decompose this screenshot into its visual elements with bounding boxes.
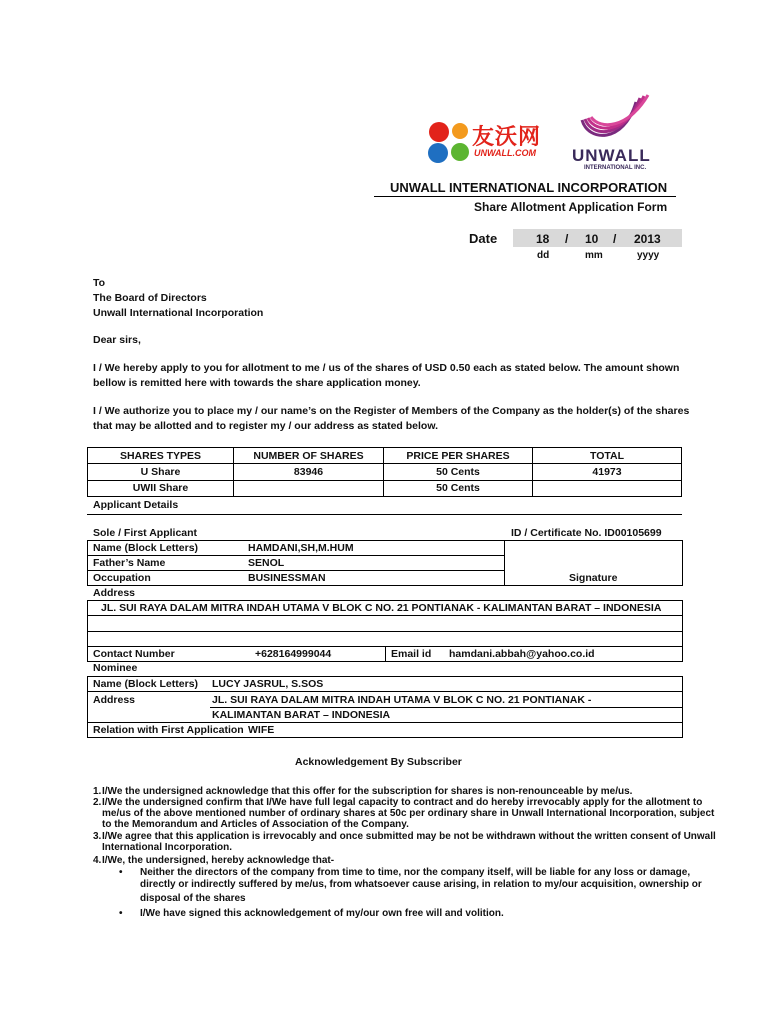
shares-row-2-number[interactable]	[234, 482, 383, 494]
salutation: Dear sirs,	[93, 334, 141, 346]
ack-item-2-num: 2.	[93, 797, 102, 808]
nominee-rule-1	[87, 691, 683, 692]
nominee-rule-3	[87, 722, 683, 723]
date-mm-caption: mm	[585, 250, 603, 261]
shares-header-price: PRICE PER SHARES	[406, 450, 510, 462]
applicant-details-rule	[87, 514, 682, 515]
ack-item-2-line-3: to the Memorandum and Articles of Association of the Company.	[102, 819, 409, 830]
ack-bullet-1-line-3: disposal of the shares	[140, 893, 246, 904]
nominee-address-value-2[interactable]: KALIMANTAN BARAT – INDONESIA	[212, 709, 391, 721]
date-year[interactable]: 2013	[634, 232, 661, 246]
shares-header-number: NUMBER OF SHARES	[253, 450, 364, 462]
address-rule-1	[87, 615, 683, 616]
nominee-address-label: Address	[93, 694, 136, 706]
father-name-label: Father’s Name	[93, 557, 166, 569]
unwall-logo-name: UNWALL	[572, 146, 651, 165]
date-sep-2: /	[613, 232, 617, 246]
nominee-label: Nominee	[93, 662, 138, 674]
applicant-rule-1	[87, 555, 505, 556]
paragraph-1-line-2: bellow is remitted here with towards the share application money.	[93, 377, 421, 389]
ack-item-2-line-1: I/We the undersigned confirm that I/We have full legal capacity to contract and do hereby irrevocably apply for the allotment to	[102, 797, 703, 808]
shares-table-rule-1	[87, 463, 682, 464]
ack-item-1: I/We the undersigned acknowledge that this offer for the subscription for shares is non-renounceable by me/us.	[102, 786, 633, 797]
ack-item-4-num: 4.	[93, 855, 102, 866]
shares-header-type: SHARES TYPES	[119, 450, 202, 462]
ack-bullet-1-dot: •	[119, 867, 123, 878]
ack-item-2-line-2: me/us of the above mentioned number of ordinary shares at 50c per ordinary share in Unwall International Incorporation, subject	[102, 808, 715, 819]
shares-row-2-total[interactable]	[533, 482, 681, 494]
youwo-dot-orange	[452, 123, 468, 139]
unwall-swoosh-icon	[574, 92, 664, 147]
to-line: To	[93, 277, 106, 289]
address-value[interactable]: JL. SUI RAYA DALAM MITRA INDAH UTAMA V BLOK C NO. 21 PONTIANAK - KALIMANTAN BARAT – INDONESIA	[101, 602, 662, 614]
date-day[interactable]: 18	[536, 232, 550, 246]
shares-table-rule-2	[87, 480, 682, 481]
relation-value[interactable]: WIFE	[248, 724, 275, 736]
ack-bullet-1-line-1: Neither the directors of the company from time to time, nor the company itself, will be liable for any loss or damage,	[140, 867, 691, 878]
youwo-dot-blue	[428, 143, 448, 163]
ack-bullet-2: I/We have signed this acknowledgement of my/our own free will and volition.	[140, 908, 504, 919]
applicant-details-label: Applicant Details	[93, 499, 179, 511]
date-dd-caption: dd	[537, 250, 550, 261]
ack-item-1-num: 1.	[93, 786, 102, 797]
applicant-name-label: Name (Block Letters)	[93, 542, 199, 554]
sole-applicant-label: Sole / First Applicant	[93, 527, 198, 539]
ack-bullet-1-line-2: directly or indirectly suffered by me/us, from whatsoever cause arising, in relation to my/our acquisition, ownership or	[140, 879, 702, 890]
youwo-dot-red	[429, 122, 449, 142]
form-title: Share Allotment Application Form	[474, 200, 668, 214]
relation-label: Relation with First Application	[93, 724, 244, 736]
signature-label: Signature	[569, 572, 618, 584]
nominee-name-value[interactable]: LUCY JASRUL, S.SOS	[212, 678, 324, 690]
youwo-logo-cn: 友沃网	[472, 125, 542, 150]
ack-item-3-line-2: International Incorporation.	[102, 842, 233, 853]
shares-row-2-type: UWII Share	[132, 482, 189, 494]
company-title-underline	[374, 196, 676, 197]
shares-row-1-number[interactable]: 83946	[293, 466, 324, 478]
ack-bullet-2-dot: •	[119, 908, 123, 919]
shares-row-1-type: U Share	[140, 466, 181, 478]
contact-number-value[interactable]: +628164999044	[255, 648, 332, 660]
paragraph-2-line-2: that may be allotted and to register my / our address as stated below.	[93, 420, 439, 432]
unwall-logo	[570, 92, 670, 177]
youwo-logo-en: UNWALL.COM	[474, 148, 536, 158]
nominee-rule-2	[210, 707, 683, 708]
email-label: Email id	[391, 648, 432, 660]
date-sep-1: /	[565, 232, 569, 246]
youwo-logo-mark	[424, 118, 472, 166]
board-line: The Board of Directors	[93, 292, 207, 304]
occupation-value[interactable]: BUSINESSMAN	[248, 572, 326, 584]
ack-item-3-num: 3.	[93, 831, 102, 842]
youwo-logo	[424, 118, 556, 166]
paragraph-1-line-1: I / We hereby apply to you for allotment to me / us of the shares of USD 0.50 each as stated below. The amount shown	[93, 362, 680, 374]
applicant-rule-2	[87, 570, 505, 571]
nominee-address-value-1[interactable]: JL. SUI RAYA DALAM MITRA INDAH UTAMA V BLOK C NO. 21 PONTIANAK -	[212, 694, 592, 706]
address-label: Address	[93, 587, 136, 599]
shares-row-1-price: 50 Cents	[436, 466, 480, 478]
nominee-name-label: Name (Block Letters)	[93, 678, 199, 690]
shares-row-1-total[interactable]: 41973	[592, 466, 622, 478]
contact-email-divider	[385, 646, 386, 662]
shares-row-2-price: 50 Cents	[436, 482, 480, 494]
id-certificate: ID / Certificate No. ID00105699	[511, 527, 662, 539]
date-label: Date	[469, 231, 498, 246]
address-rule-2	[87, 631, 683, 632]
company-title: UNWALL INTERNATIONAL INCORPORATION	[390, 180, 668, 195]
occupation-label: Occupation	[93, 572, 151, 584]
paragraph-2-line-1: I / We authorize you to place my / our name’s on the Register of Members of the Company as the holder(s) of the shares	[93, 405, 690, 417]
ack-item-4: I/We, the undersigned, hereby acknowledge that-	[102, 855, 335, 866]
acknowledgement-title: Acknowledgement By Subscriber	[295, 756, 462, 768]
email-value[interactable]: hamdani.abbah@yahoo.co.id	[449, 648, 595, 660]
date-month[interactable]: 10	[585, 232, 599, 246]
father-name-value[interactable]: SENOL	[248, 557, 285, 569]
shares-header-total: TOTAL	[589, 450, 625, 462]
ack-item-3-line-1: I/We agree that this application is irrevocably and once submitted may be not be withdrawn without the written consent of Unwall	[102, 831, 716, 842]
unwall-logo-sub: INTERNATIONAL INC.	[584, 165, 647, 171]
date-yyyy-caption: yyyy	[637, 250, 660, 261]
contact-number-label: Contact Number	[93, 648, 175, 660]
company-line: Unwall International Incorporation	[93, 307, 264, 319]
applicant-name-value[interactable]: HAMDANI,SH,M.HUM	[248, 542, 354, 554]
youwo-dot-green	[451, 143, 469, 161]
